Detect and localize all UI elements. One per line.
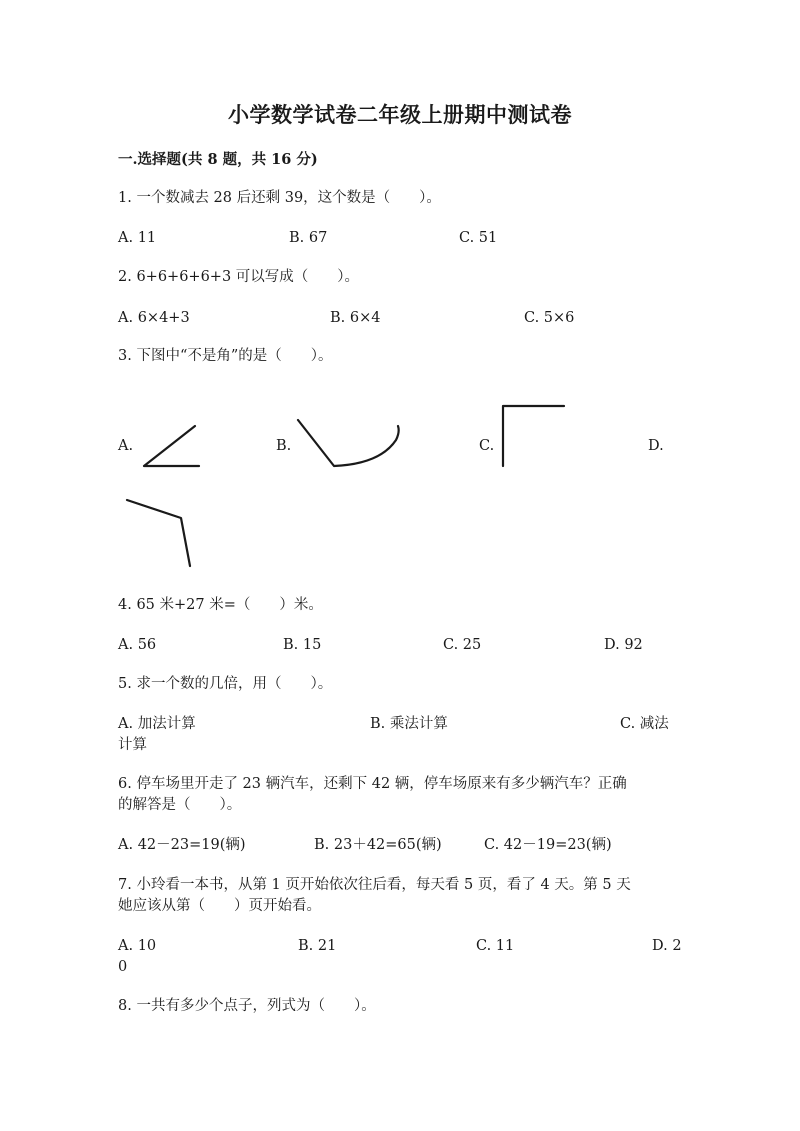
- question-6-stem-line-2: 的解答是（ ）。: [118, 797, 242, 813]
- question-7-option-a: A. 10: [118, 938, 157, 954]
- question-1-option-a: A. 11: [118, 230, 157, 246]
- question-5-stem: 5. 求一个数的几倍，用（ ）。: [118, 676, 333, 692]
- question-8-stem: 8. 一共有多少个点子，列式为（ ）。: [118, 998, 376, 1014]
- question-6-option-c: C. 42－19=23(辆): [484, 837, 612, 853]
- question-4-option-c: C. 25: [443, 637, 482, 653]
- question-7-option-c: C. 11: [476, 938, 515, 954]
- question-4-option-a: A. 56: [118, 637, 157, 653]
- question-7-stem-line-2: 她应该从第（ ）页开始看。: [118, 898, 321, 914]
- page-title: 小学数学试卷二年级上册期中测试卷: [228, 102, 572, 127]
- question-5-option-b: B. 乘法计算: [370, 716, 448, 732]
- question-1-option-c: C. 51: [459, 230, 498, 246]
- question-3-option-a: A.: [118, 438, 134, 454]
- question-7-option-d: D. 2: [652, 938, 682, 954]
- question-4-option-b: B. 15: [283, 637, 322, 653]
- question-6-stem-line-1: 6. 停车场里开走了 23 辆汽车，还剩下 42 辆，停车场原来有多少辆汽车？正确: [118, 776, 627, 792]
- question-2-option-c: C. 5×6: [524, 310, 575, 326]
- question-7-option-d-wrap: 0: [118, 959, 128, 975]
- question-3-option-b: B.: [276, 438, 292, 454]
- question-4-stem: 4. 65 米+27 米=（ ）米。: [118, 597, 323, 613]
- question-5-option-a: A. 加法计算: [118, 716, 196, 732]
- question-1-stem: 1. 一个数减去 28 后还剩 39，这个数是（ ）。: [118, 190, 441, 206]
- question-6-option-b: B. 23＋42=65(辆): [314, 837, 442, 853]
- question-4-option-d: D. 92: [604, 637, 643, 653]
- question-7-option-b: B. 21: [298, 938, 337, 954]
- question-6-option-a: A. 42－23=19(辆): [118, 837, 246, 853]
- question-5-option-c-wrap: 计算: [118, 737, 147, 753]
- question-3-option-d: D.: [648, 438, 664, 454]
- section-heading: 一.选择题(共 8 题，共 16 分): [118, 151, 318, 168]
- question-3-option-c: C.: [479, 438, 495, 454]
- question-2-stem: 2. 6+6+6+6+3 可以写成（ ）。: [118, 269, 360, 285]
- question-5-option-c: C. 减法: [620, 716, 669, 732]
- question-7-stem-line-1: 7. 小玲看一本书，从第 1 页开始依次往后看，每天看 5 页，看了 4 天。第 5 天: [118, 877, 631, 893]
- question-2-option-b: B. 6×4: [330, 310, 381, 326]
- question-1-option-b: B. 67: [289, 230, 328, 246]
- question-2-option-a: A. 6×4+3: [118, 310, 190, 326]
- question-3-stem: 3. 下图中“不是角”的是（ ）。: [118, 348, 333, 364]
